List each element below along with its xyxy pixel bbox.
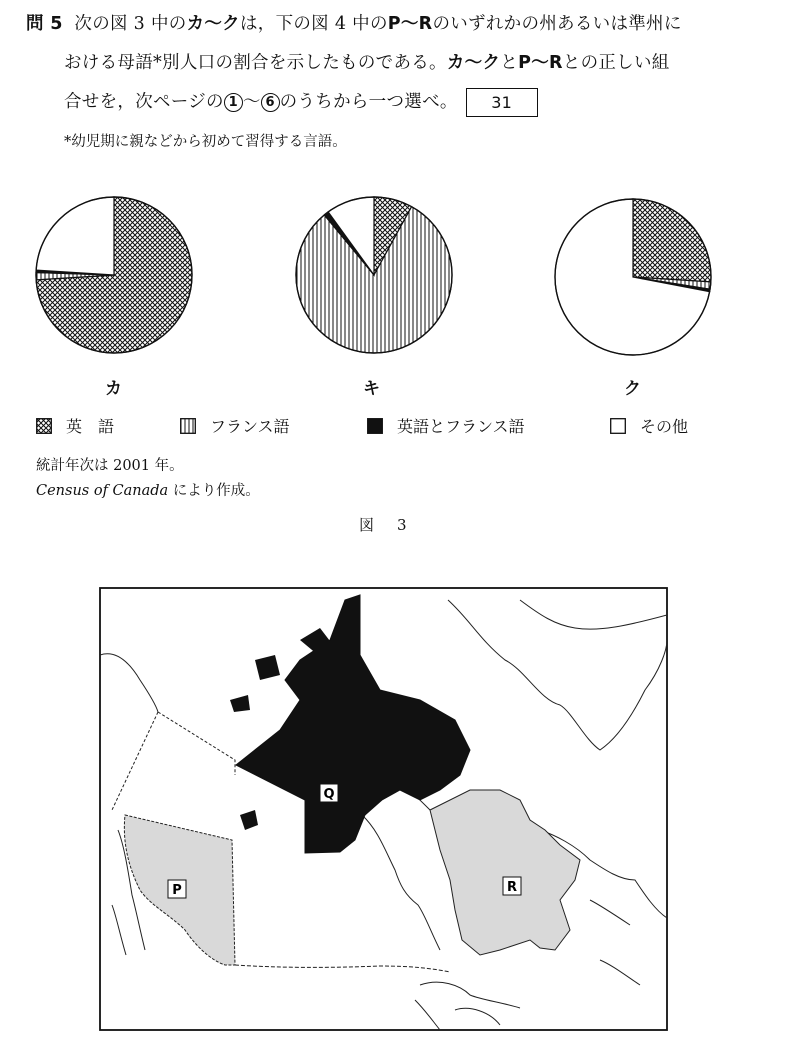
legend-other-label: その他 [640,417,689,436]
question-number: 問 5 [26,14,63,34]
question-text-3a: 合せを，次ページの [64,92,224,112]
question-text-1c: のいずれかの州あるいは準州に [432,14,682,34]
region-r-label: R [506,880,518,895]
answer-box[interactable]: 31 [466,88,538,117]
footnote: *幼児期に親などから初めて習得する言語。 [64,134,347,150]
source-title: Census of Canada [36,483,169,499]
pie-label-ka: カ [105,379,122,399]
question-bold-p-r-1: P〜R [387,14,433,34]
legend-french-label: フランス語 [210,417,290,436]
question-text-2b: と [500,53,519,73]
pie-label-ki: キ [363,379,380,399]
source-suffix: により作成。 [172,483,260,499]
question-tilde: 〜 [242,92,261,112]
question-text-2c: との正しい組 [562,53,670,73]
question-text-1b: は，下の図 4 中の [239,14,388,34]
question-bold-ka-ku-1: カ〜ク [186,14,240,34]
question-text-1a: 次の図 3 中の [74,14,187,34]
figure-3-caption: 図 3 [359,516,411,534]
region-p-label: P [172,883,182,898]
choice-last-circle: 6 [261,93,280,112]
question-text-3b: のうちから一つ選べ。 [279,92,458,112]
question-bold-p-r-2: P〜R [518,53,563,73]
legend-both-label: 英語とフランス語 [397,417,525,436]
question-bold-ka-ku-2: カ〜ク [446,53,501,73]
pie-label-ku: ク [624,379,641,399]
legend-english-label: 英 語 [66,417,115,436]
question-text-2a: おける母語*別人口の割合を示したものである。 [64,53,447,73]
choice-first-circle: 1 [224,93,243,112]
note-year: 統計年次は 2001 年。 [36,458,184,474]
map-frame [100,588,667,1030]
region-q-label: Q [323,787,335,802]
